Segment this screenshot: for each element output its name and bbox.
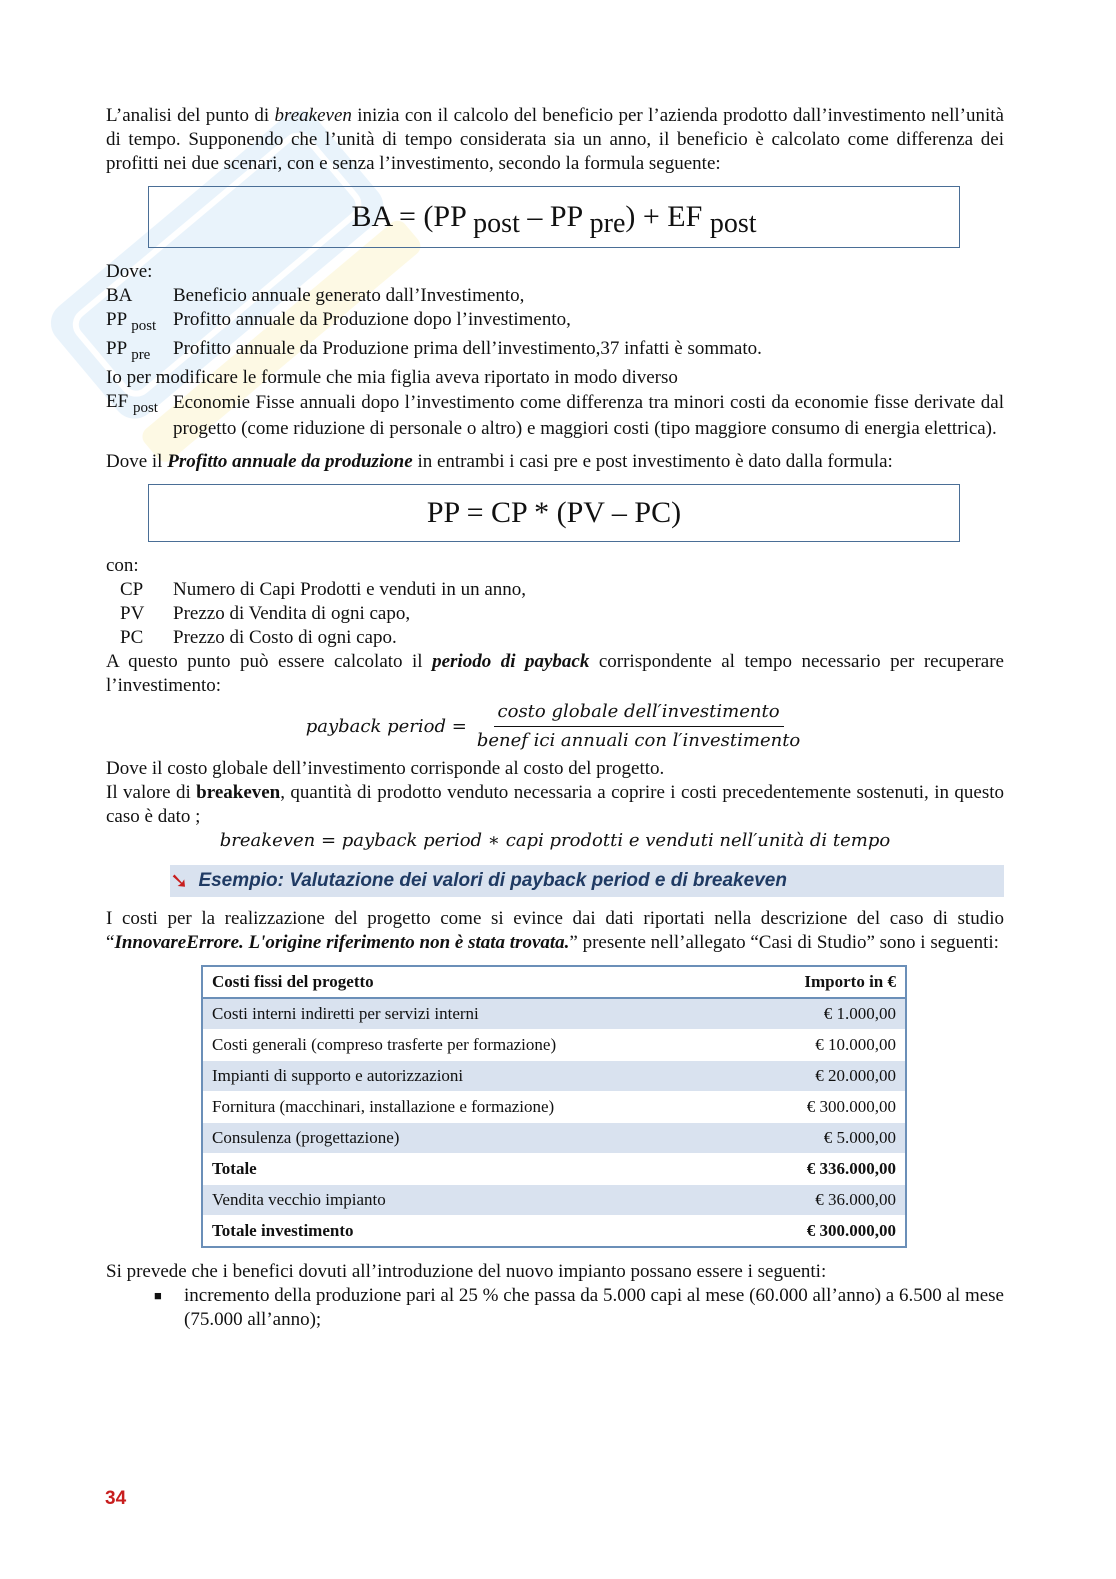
example-section-heading: ➘ Esempio: Valutazione dei valori di payback period e di breakeven [170, 865, 1004, 897]
square-bullet-icon: ■ [154, 1288, 162, 1303]
breakeven-formula: breakeven = payback period ∗ capi prodotti e venduti nell′unità di tempo [219, 830, 891, 851]
benefits-list [106, 1284, 1004, 1332]
payback-intro-paragraph: A questo punto può essere calcolato il periodo di payback corrispondente al tempo necessario per recuperare l’investimento: [106, 651, 1004, 696]
table-row: Vendita vecchio impianto € 36.000,00 [202, 1185, 906, 1216]
example-intro-paragraph: I costi per la realizzazione del progetto come si evince dai dati riportati nella descrizione del caso di studio “InnovareErrore. L'origine riferimento non è stata trovata.” presente nell’allegato “Casi di Studio” sono i seguenti: [106, 908, 1004, 953]
table-header-row [202, 966, 906, 998]
list-item: ■ incremento della produzione pari al 25 % che passa da 5.000 capi al mese (60.000 all’anno) a 6.500 al mese (75.000 all’anno); [106, 1284, 1004, 1332]
definitions-note: Io per modificare le formule che mia figlia aveva riportato in modo diverso [106, 367, 678, 388]
definition-ba: BA Beneficio annuale generato dall’Investimento, [106, 285, 525, 306]
intro-paragraph: L’analisi del punto di breakeven inizia con il calcolo del beneficio per l’azienda prodotto dall’investimento nell’unità di tempo. Supponendo che l’unità di tempo considerata sia un anno, il beneficio è calcolato come differenza dei profitti nei due scenari, con e senza l’investimento, secondo la formula seguente: [106, 105, 1004, 174]
with-list [106, 554, 1004, 650]
table-header-label: Costi fissi del progetto [202, 966, 742, 998]
definition-ef-post: EF $_{post}$ Economie Fisse annuali dopo l’investimento come differenza tra minori costi da economie fisse derivate dal progetto (come riduzione di personale o altro) e maggiori costi (tipo maggiore consumo di energia elettrica). [106, 391, 1004, 439]
arrow-down-right-icon: ➘ [170, 868, 189, 893]
table-row-total-investment: Totale investimento € 300.000,00 [202, 1216, 906, 1248]
table-row-total: Totale € 336.000,00 [202, 1154, 906, 1185]
table-row: Costi generali (compreso trasferte per formazione) € 10.000,00 [202, 1030, 906, 1061]
definitions-list [106, 260, 1004, 442]
definitions-intro: Dove: [106, 261, 153, 282]
table-row: Consulenza (progettazione) € 5.000,00 [202, 1123, 906, 1154]
pp-intro-paragraph: Dove il Profitto annuale da produzione in entrambi i casi pre e post investimento è dato dalla formula: [106, 451, 893, 472]
payback-denominator: benef ici annuali con l′investimento [476, 730, 801, 751]
table-row: Fornitura (macchinari, installazione e formazione) € 300.000,00 [202, 1092, 906, 1123]
table-row: Impianti di supporto e autorizzazioni € 20.000,00 [202, 1061, 906, 1092]
page-content [106, 104, 1004, 1332]
definition-pv: PV Prezzo di Vendita di ogni capo, [120, 603, 411, 624]
payback-numerator: costo globale dell′investimento [494, 700, 784, 727]
page-number: 34 [105, 1488, 127, 1509]
benefits-intro: Si prevede che i benefici dovuti all’introduzione del nuovo impianto possano essere i seguenti: [106, 1261, 827, 1282]
definition-pp-pre: PP $_{pre}$ Profitto annuale da Produzione prima dell’investimento,37 infatti è sommato. [106, 338, 762, 363]
payback-formula: payback period = $\frac{\text{costo globale dell′investimento}}{\text{benef ici annuali con l′investimento}}$ [106, 700, 1004, 753]
with-intro: con: [106, 555, 139, 576]
definition-pp-post: PP $_{post}$ Profitto annuale da Produzione dopo l’investimento, [106, 309, 571, 334]
definition-cp: CP Numero di Capi Prodotti e venduti in un anno, [120, 579, 527, 600]
table-row: Costi interni indiretti per servizi interni € 1.000,00 [202, 998, 906, 1030]
table-header-amount: Importo in € [742, 966, 906, 998]
after-payback-line: Dove il costo globale dell’investimento corrisponde al costo del progetto. [106, 758, 665, 779]
formula-ba-box: BA = (PP post – PP pre) + EF post [148, 186, 960, 248]
formula-pp-box: PP = CP * (PV – PC) [148, 484, 960, 542]
breakeven-intro-paragraph: Il valore di breakeven, quantità di prodotto venduto necessaria a coprire i costi precedentemente sostenuti, in questo caso è dato ; [106, 782, 1005, 827]
costs-table [201, 965, 907, 1248]
definition-pc: PC Prezzo di Costo di ogni capo. [120, 627, 397, 648]
